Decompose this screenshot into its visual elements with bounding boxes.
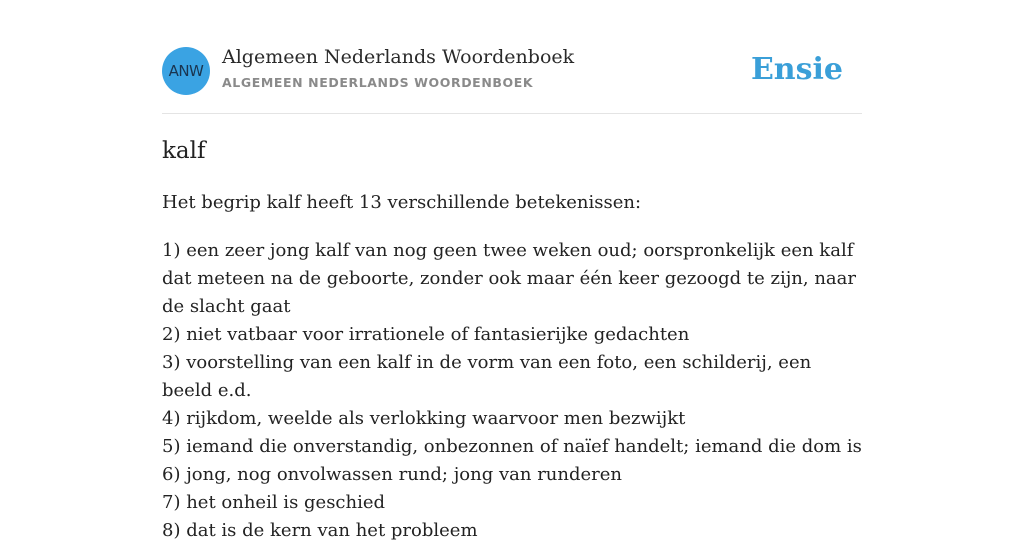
meaning-item: 8) dat is de kern van het probleem xyxy=(162,520,478,541)
meaning-item: 3) voorstelling van een kalf in de vorm van een foto, een schilderij, een beeld e.d. xyxy=(162,352,812,401)
meaning-item: 6) jong, nog onvolwassen rund; jong van runderen xyxy=(162,464,623,485)
meaning-item: 4) rijkdom, weelde als verlokking waarvoor men bezwijkt xyxy=(162,408,686,429)
page-container xyxy=(162,0,862,541)
dictionary-header xyxy=(162,0,862,114)
anw-logo[interactable]: ANW xyxy=(162,47,210,95)
entry-word: kalf xyxy=(162,138,206,164)
meaning-item: 2) niet vatbaar voor irrationele of fantasierijke gedachten xyxy=(162,324,690,345)
meaning-item: 1) een zeer jong kalf van nog geen twee weken oud; oorspronkelijk een kalf dat meteen na de geboorte, zonder ook maar één keer gezoogd te zijn, naar de slacht gaat xyxy=(162,240,856,317)
meanings-list xyxy=(162,237,862,545)
dictionary-title[interactable]: Algemeen Nederlands Woordenboek xyxy=(222,46,575,68)
meaning-item: 5) iemand die onverstandig, onbezonnen of naïef handelt; iemand die dom is xyxy=(162,436,862,457)
meaning-item: 7) het onheil is geschied xyxy=(162,492,386,513)
dictionary-subtitle: ALGEMEEN NEDERLANDS WOORDENBOEK xyxy=(222,75,534,90)
ensie-brand-link[interactable]: Ensie xyxy=(750,52,843,87)
entry-intro: Het begrip kalf heeft 13 verschillende betekenissen: xyxy=(162,192,642,213)
